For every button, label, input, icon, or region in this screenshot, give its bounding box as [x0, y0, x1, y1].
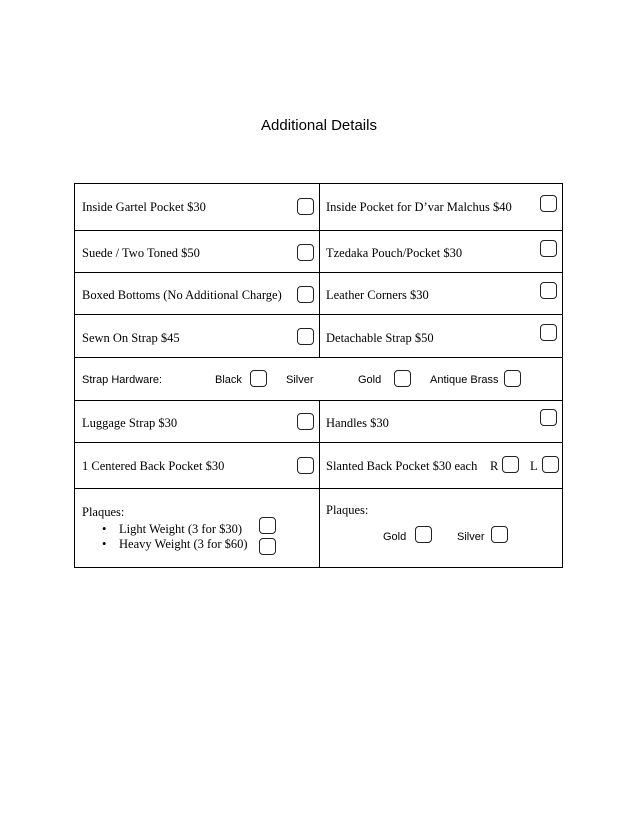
plaque-color-label: Silver — [457, 531, 485, 543]
option-row — [75, 442, 562, 488]
plaque-option-label: Light Weight (3 for $30) — [119, 522, 243, 536]
sewn-on-strap-checkbox[interactable] — [297, 328, 314, 345]
option-label: Inside Gartel Pocket $30 — [82, 200, 206, 214]
plaques-cell — [320, 489, 562, 567]
option-row — [75, 184, 562, 230]
option-label: Inside Pocket for D’var Malchus $40 — [326, 200, 512, 214]
bullet-icon: • — [102, 537, 107, 551]
left-side-label: L — [530, 459, 538, 473]
option-cell — [320, 401, 562, 442]
option-cell — [75, 273, 320, 314]
option-label: Slanted Back Pocket $30 each — [326, 459, 478, 473]
option-cell — [75, 401, 320, 442]
option-cell — [75, 231, 320, 272]
plaques-cell — [75, 489, 320, 567]
option-cell — [320, 443, 562, 488]
option-row — [75, 400, 562, 442]
dvar-malchus-pocket-checkbox[interactable] — [540, 195, 557, 212]
strap-hardware-option-label: Black — [215, 374, 242, 386]
option-cell — [320, 273, 562, 314]
option-cell — [320, 231, 562, 272]
light-weight-plaque-checkbox[interactable] — [259, 517, 276, 534]
option-label: Handles $30 — [326, 416, 389, 430]
centered-back-pocket-checkbox[interactable] — [297, 457, 314, 474]
option-row — [75, 230, 562, 272]
plaque-color-label: Gold — [383, 531, 407, 543]
bullet-icon: • — [102, 522, 107, 536]
slanted-pocket-right-checkbox[interactable] — [502, 456, 519, 473]
option-row — [75, 272, 562, 314]
strap-hardware-row — [75, 357, 562, 400]
strap-hardware-label: Strap Hardware: — [82, 374, 163, 386]
page-title: Additional Details — [261, 117, 377, 134]
plaques-label: Plaques: — [82, 505, 125, 519]
option-label: Detachable Strap $50 — [326, 331, 434, 345]
strap-hardware-option-label: Silver — [286, 374, 314, 386]
option-row — [75, 314, 562, 357]
silver-plaque-checkbox[interactable] — [491, 526, 508, 543]
strap-hardware-antique-brass-checkbox[interactable] — [504, 370, 521, 387]
option-label: 1 Centered Back Pocket $30 — [82, 459, 225, 473]
plaques-row — [75, 488, 562, 567]
strap-hardware-black-checkbox[interactable] — [250, 370, 267, 387]
option-cell — [75, 184, 320, 230]
option-cell — [75, 443, 320, 488]
strap-hardware-option-label: Gold — [358, 374, 382, 386]
option-cell — [320, 184, 562, 230]
option-label: Luggage Strap $30 — [82, 416, 178, 430]
luggage-strap-checkbox[interactable] — [297, 413, 314, 430]
option-label: Boxed Bottoms (No Additional Charge) — [82, 288, 282, 302]
gartel-pocket-checkbox[interactable] — [297, 198, 314, 215]
strap-hardware-option-label: Antique Brass — [430, 374, 499, 386]
option-label: Sewn On Strap $45 — [82, 331, 180, 345]
plaques-label: Plaques: — [326, 503, 369, 517]
plaque-option-label: Heavy Weight (3 for $60) — [119, 537, 248, 551]
gold-plaque-checkbox[interactable] — [415, 526, 432, 543]
detachable-strap-checkbox[interactable] — [540, 324, 557, 341]
handles-checkbox[interactable] — [540, 409, 557, 426]
slanted-pocket-left-checkbox[interactable] — [542, 456, 559, 473]
suede-two-toned-checkbox[interactable] — [297, 244, 314, 261]
option-label: Leather Corners $30 — [326, 288, 429, 302]
leather-corners-checkbox[interactable] — [540, 282, 557, 299]
option-cell — [75, 315, 320, 357]
option-label: Tzedaka Pouch/Pocket $30 — [326, 246, 463, 260]
option-label: Suede / Two Toned $50 — [82, 246, 200, 260]
strap-hardware-gold-checkbox[interactable] — [394, 370, 411, 387]
option-cell — [320, 315, 562, 357]
boxed-bottoms-checkbox[interactable] — [297, 286, 314, 303]
right-side-label: R — [490, 459, 499, 473]
heavy-weight-plaque-checkbox[interactable] — [259, 538, 276, 555]
tzedaka-pouch-checkbox[interactable] — [540, 240, 557, 257]
options-form — [74, 183, 563, 568]
